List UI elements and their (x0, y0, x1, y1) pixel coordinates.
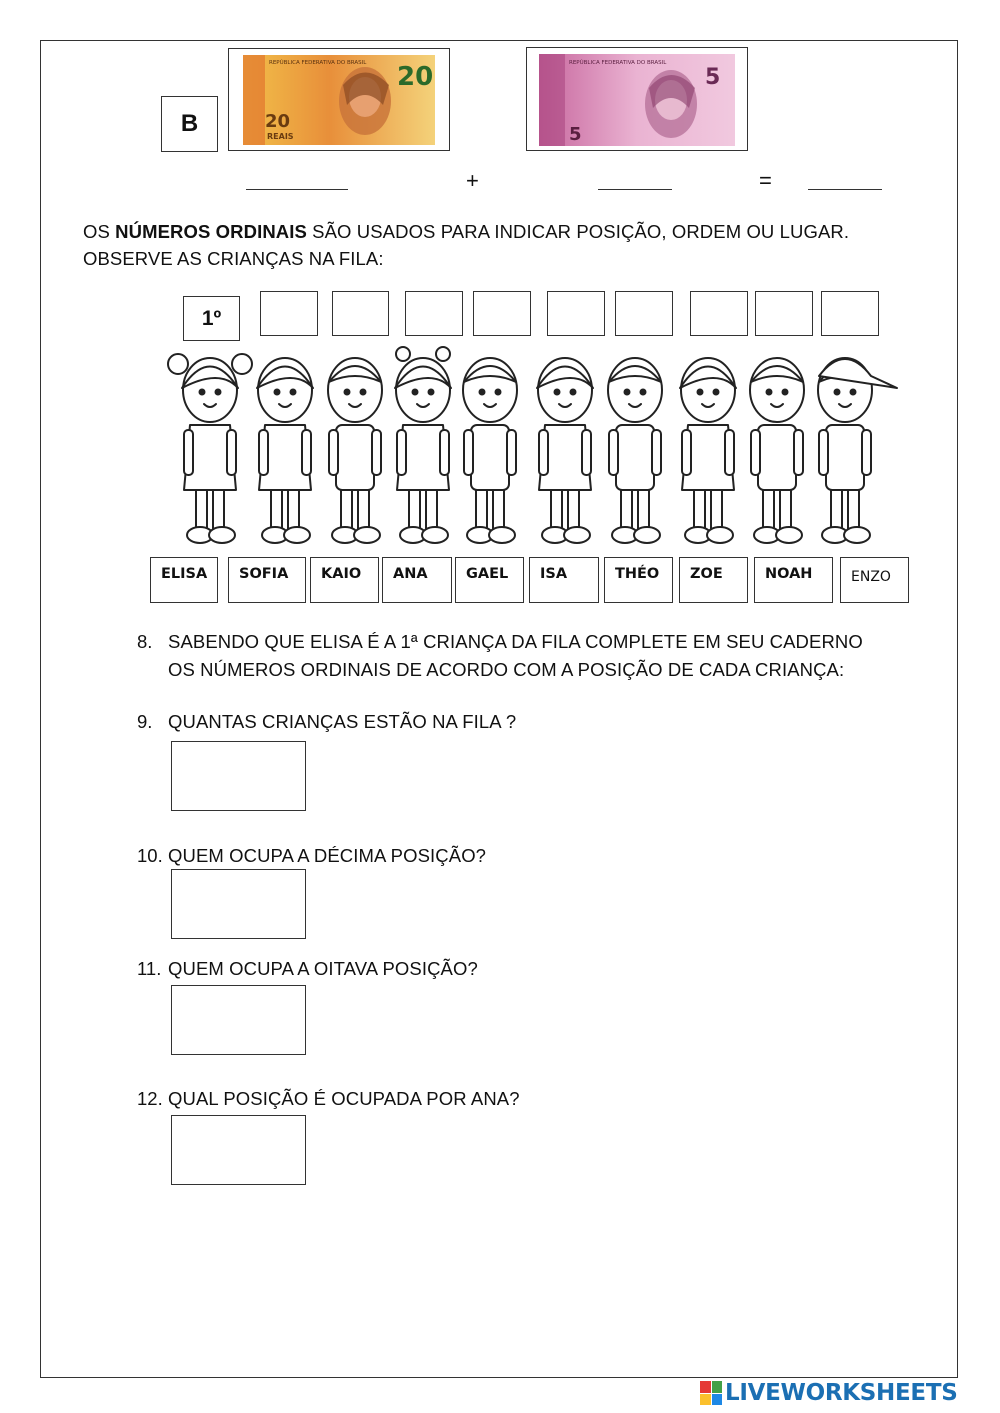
question-9-text: QUANTAS CRIANÇAS ESTÃO NA FILA ? (168, 711, 517, 732)
question-11-text: QUEM OCUPA A OITAVA POSIÇÃO? (168, 958, 478, 979)
ordinal-box-3[interactable] (332, 291, 389, 336)
logo-square (712, 1381, 723, 1393)
svg-text:5: 5 (705, 65, 721, 90)
ordinal-box-2[interactable] (260, 291, 318, 336)
answer-box-question-12[interactable] (171, 1115, 306, 1185)
child-name-theo: THÉO (604, 557, 673, 603)
svg-text:REPÚBLICA FEDERATIVA DO BRASIL: REPÚBLICA FEDERATIVA DO BRASIL (269, 60, 367, 66)
answer-blank-3[interactable] (808, 189, 882, 190)
answer-box-question-10[interactable] (171, 869, 306, 939)
plus-sign: + (466, 168, 479, 193)
child-figure (818, 358, 897, 543)
children-line-illustration (165, 340, 905, 555)
child-name-gael: GAEL (455, 557, 524, 603)
ordinal-box-5[interactable] (473, 291, 531, 336)
ordinal-box-9[interactable] (755, 291, 813, 336)
child-figure (463, 358, 517, 543)
answer-box-question-9[interactable] (171, 741, 306, 811)
logo-square (700, 1394, 711, 1406)
banknote-5-reais (539, 54, 735, 146)
banknote-20-reais (243, 55, 435, 145)
footer-brand-text: LIVEWORKSHEETS (725, 1380, 958, 1406)
answer-box-question-11[interactable] (171, 985, 306, 1055)
child-name-isa: ISA (529, 557, 599, 603)
ordinal-box-6[interactable] (547, 291, 605, 336)
question-8-line-2: OS NÚMEROS ORDINAIS DE ACORDO COM A POSIÇÃO DE CADA CRIANÇA: (168, 659, 845, 680)
answer-blank-1[interactable] (246, 189, 348, 190)
footer-branding (700, 1378, 957, 1408)
child-name-elisa: ELISA (150, 557, 218, 603)
child-figure (168, 354, 252, 543)
ordinal-box-7[interactable] (615, 291, 673, 336)
child-figure (608, 358, 662, 543)
question-11-number: 11. (137, 958, 162, 979)
ordinal-box-1: 1º (183, 296, 240, 341)
answer-blank-2[interactable] (598, 189, 672, 190)
child-name-enzo: ENZO (840, 557, 909, 603)
child-name-noah: NOAH (754, 557, 833, 603)
banknote-5-frame (526, 47, 748, 151)
equals-sign: = (759, 168, 772, 193)
intro-line-1: OS NÚMEROS ORDINAIS SÃO USADOS PARA INDICAR POSIÇÃO, ORDEM OU LUGAR. (83, 221, 850, 242)
ordinal-box-8[interactable] (690, 291, 748, 336)
ordinal-box-4[interactable] (405, 291, 463, 336)
child-name-sofia: SOFIA (228, 557, 306, 603)
child-figure (328, 358, 382, 543)
question-9-number: 9. (137, 711, 153, 732)
child-name-zoe: ZOE (679, 557, 748, 603)
question-12-text: QUAL POSIÇÃO É OCUPADA POR ANA? (168, 1088, 520, 1109)
question-8-line-1: SABENDO QUE ELISA É A 1ª CRIANÇA DA FILA COMPLETE EM SEU CADERNO (168, 631, 863, 652)
svg-text:REPÚBLICA FEDERATIVA DO BRASIL: REPÚBLICA FEDERATIVA DO BRASIL (569, 60, 667, 66)
child-figure (537, 358, 593, 543)
child-figure (257, 358, 313, 543)
section-label: B (161, 96, 218, 152)
child-name-ana: ANA (382, 557, 452, 603)
intro-bold-term: NÚMEROS ORDINAIS (115, 221, 307, 242)
question-10-number: 10. (137, 845, 163, 866)
svg-text:20: 20 (397, 62, 434, 92)
question-10-text: QUEM OCUPA A DÉCIMA POSIÇÃO? (168, 845, 487, 866)
ordinal-box-10[interactable] (821, 291, 879, 336)
question-12-number: 12. (137, 1088, 163, 1109)
logo-square (712, 1394, 723, 1406)
logo-square (700, 1381, 711, 1393)
child-figure (395, 347, 451, 543)
child-figure (680, 358, 736, 543)
svg-text:20: 20 (265, 111, 291, 132)
question-8-number: 8. (137, 631, 153, 652)
child-figure (750, 358, 804, 543)
liveworksheets-logo-icon (700, 1381, 722, 1405)
svg-text:REAIS: REAIS (267, 132, 294, 141)
svg-text:5: 5 (569, 124, 582, 145)
intro-line-2: OBSERVE AS CRIANÇAS NA FILA: (83, 248, 384, 269)
banknote-20-frame (228, 48, 450, 151)
child-name-kaio: KAIO (310, 557, 379, 603)
